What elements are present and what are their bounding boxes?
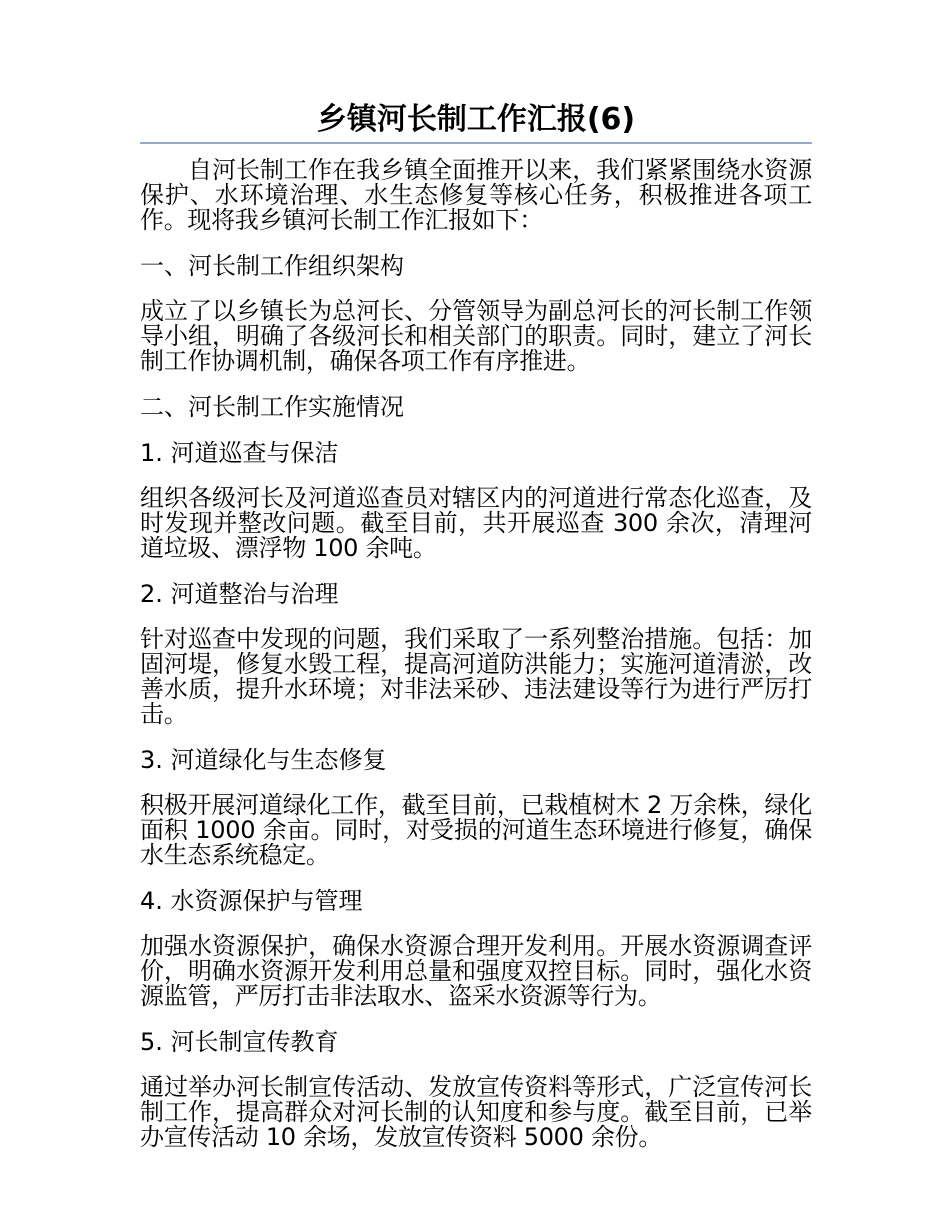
section-body-patrol: 组织各级河长及河道巡查员对辖区内的河道进行常态化巡查，及时发现并整改问题。截至目前，共开展巡查 300 余次，清理河道垃圾、漂浮物 100 余吨。 xyxy=(140,484,812,562)
document-title: 乡镇河长制工作汇报(6) xyxy=(316,102,636,137)
section-body-publicity: 通过举办河长制宣传活动、发放宣传资料等形式，广泛宣传河长制工作，提高群众对河长制的认知度和参与度。截至目前，已举办宣传活动 10 余场，发放宣传资料 5000 余份。 xyxy=(140,1073,812,1151)
section-body-rectification: 针对巡查中发现的问题，我们采取了一系列整治措施。包括：加固河堤，修复水毁工程，提高河道防洪能力；实施河道清淤，改善水质，提升水环境；对非法采砂、违法建设等行为进行严厉打击。 xyxy=(140,625,812,728)
section-body-water-resources: 加强水资源保护，确保水资源合理开发利用。开展水资源调查评价，明确水资源开发利用总量和强度双控目标。同时，强化水资源监管，严厉打击非法取水、盗采水资源等行为。 xyxy=(140,932,812,1010)
section-heading-greening: 3. 河道绿化与生态修复 xyxy=(140,746,387,774)
section-heading-patrol: 1. 河道巡查与保洁 xyxy=(140,439,339,467)
section-heading-publicity: 5. 河长制宣传教育 xyxy=(140,1028,339,1056)
intro-paragraph: 自河长制工作在我乡镇全面推开以来，我们紧紧围绕水资源保护、水环境治理、水生态修复等核心任务，积极推进各项工作。现将我乡镇河长制工作汇报如下： xyxy=(140,156,812,234)
section-body-organization: 成立了以乡镇长为总河长、分管领导为副总河长的河长制工作领导小组，明确了各级河长和相关部门的职责。同时，建立了河长制工作协调机制，确保各项工作有序推进。 xyxy=(140,297,812,375)
section-heading-organization: 一、河长制工作组织架构 xyxy=(140,252,404,280)
section-heading-implementation: 二、河长制工作实施情况 xyxy=(140,393,404,421)
section-heading-rectification: 2. 河道整治与治理 xyxy=(140,580,339,608)
title-block xyxy=(140,100,812,144)
document-page xyxy=(140,100,812,1150)
section-body-greening: 积极开展河道绿化工作，截至目前，已栽植树木 2 万余株，绿化面积 1000 余亩。同时，对受损的河道生态环境进行修复，确保水生态系统稳定。 xyxy=(140,791,812,869)
section-heading-water-resources: 4. 水资源保护与管理 xyxy=(140,887,363,915)
